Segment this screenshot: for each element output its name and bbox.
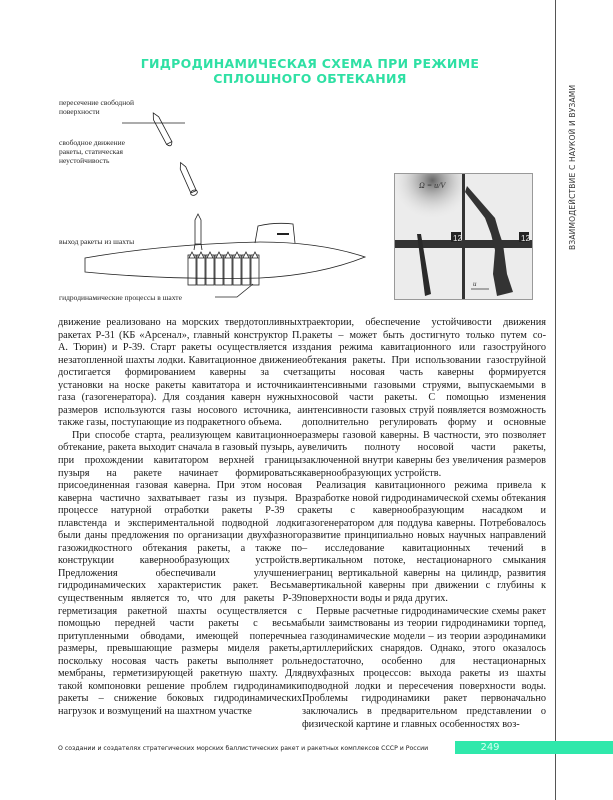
body-column-right	[302, 317, 546, 731]
svg-text:Ω = u/V: Ω = u/V	[419, 181, 446, 190]
paragraph: движение реализовано на морских твердотопливных ракетах Р-31 (КБ «Арсенал», главный конструктор П. А. Тюрин) и Р-39. Старт ракеты осуществляется из незатопленной шахты лодки. Кавитационное движение достигается формированием каверны за счет установки на носке ракеты кавитатора и источника газа (газогенератора). Для создания каверн нужных размеров используются газы носового источника, а также газы, поступающие из подракетного объема.	[58, 317, 302, 429]
page-number-bar	[455, 741, 613, 754]
paragraph: траектории, обеспечение устойчивости движения ракеты – может быть достигнуто только путем создания режима кавитационного или газоструйного обтекания ракеты. При использовании газоструйной защиты носовая часть каверны формируется интенсивными газовыми струями, выпускаемыми в носовой части ракеты. С помощью изменения интенсивности газовых струй появляется возможность дополнительно регулировать форму и основные размеры газовой каверны. В частности, это позволяет увеличить полноту носовой части ракеты, заключенной внутри каверны без увеличения размеров кавернообразующих устройств.	[302, 317, 546, 479]
svg-text:12: 12	[521, 234, 530, 243]
label-silo-exit: выход ракеты из шахты	[59, 237, 135, 246]
missile-upper	[151, 112, 174, 147]
page-number: 249	[480, 742, 500, 753]
missile-tubes	[188, 255, 259, 285]
sidebar-divider	[555, 0, 556, 800]
body-column-left	[58, 317, 302, 719]
paragraph: Первые расчетные гидродинамические схемы ракет были заимствованы из теории гидродинамики торпед, а газодинамические модели – из теории аэродинамики артиллерийских снарядов. Однако, этого оказалось недостаточно, особенно для нестационарных двухфазных процессов: выхода ракеты из шахты подводной лодки и пересечения поверхности воды. Проблемы гидродинамики ракет первоначально заключались в предварительном представлении о физической картине и главных особенностях воз-	[302, 605, 546, 730]
title-line-2: СПЛОШНОГО ОБТЕКАНИЯ	[213, 71, 407, 86]
launch-diagram	[55, 92, 370, 310]
label-surface-crossing: пересечение свободной поверхности	[59, 98, 135, 116]
svg-text:12: 12	[453, 234, 462, 243]
submarine-hull	[85, 242, 365, 278]
paragraph: При способе старта, реализующем кавитационное обтекание, ракета выходит сначала в газовый пузырь, а при прохождении кавитатором верхней границы пузыря на ракете начинает формироваться присоединенная газовая каверна. При этом носовая каверна частично захватывает газы из пузыря. В процессе натурной отработки ракеты Р-39 с плавстенда и экспериментальной подводной лодки были даны предложения по организации двухфазного газожидкостного обтекания ракеты, а также по конструкции кавернообразующих устройств. Предложения обеспечивали улучшение гидродинамических характеристик ракет. Весьма существенным является то, что для ракеты Р-39 герметизация ракетной шахты осуществляется с помощью передней части ракеты с весьма притупленными обводами, имеющей поперечные размеры, превышающие размеры миделя ракеты, поскольку носовая часть ракеты выполняет роль мембраны, герметизирующей ракетную шахту. Для такой компоновки решение проблем гидродинамики ракеты – снижение боковых гидродинамических нагрузок и возмущений на шахтном участке	[58, 429, 302, 717]
missile-tips	[189, 252, 258, 258]
footer-book-title: О создании и создателях стратегических морских баллистических ракет и ракетных комплексов СССР и России	[58, 745, 429, 752]
leader-line	[215, 284, 253, 297]
title-line-1: ГИДРОДИНАМИЧЕСКАЯ СХЕМА ПРИ РЕЖИМЕ	[140, 56, 480, 71]
cavitation-experiment-image	[395, 174, 532, 299]
section-label: ВЗАИМОДЕЙСТВИЕ С НАУКОЙ И ВУЗАМИ	[568, 84, 577, 250]
missile-middle	[177, 161, 198, 196]
paragraph: Реализация кавитационного режима привела к разработке новой гидродинамической схемы обтекания ракеты с кавернообразующим насадком и газогенератором для поддува каверны. Потребовалось развитие принципиально новых научных направлений – исследование кавитационных течений в вертикальном потоке, нестационарного смыкания границ вертикальной каверны на цилиндр, развития вертикальной каверны при движении с глубины к поверхности воды и ряда других.	[302, 480, 546, 605]
page-title	[100, 56, 520, 86]
svg-text:u: u	[473, 280, 477, 288]
cavitation-photo	[394, 173, 533, 300]
label-free-motion: свободное движение ракеты, статическая неустойчивость	[59, 138, 125, 165]
submarine-launch-drawing	[55, 92, 370, 310]
label-silo-processes: гидродинамические процессы в шахте	[59, 293, 182, 302]
